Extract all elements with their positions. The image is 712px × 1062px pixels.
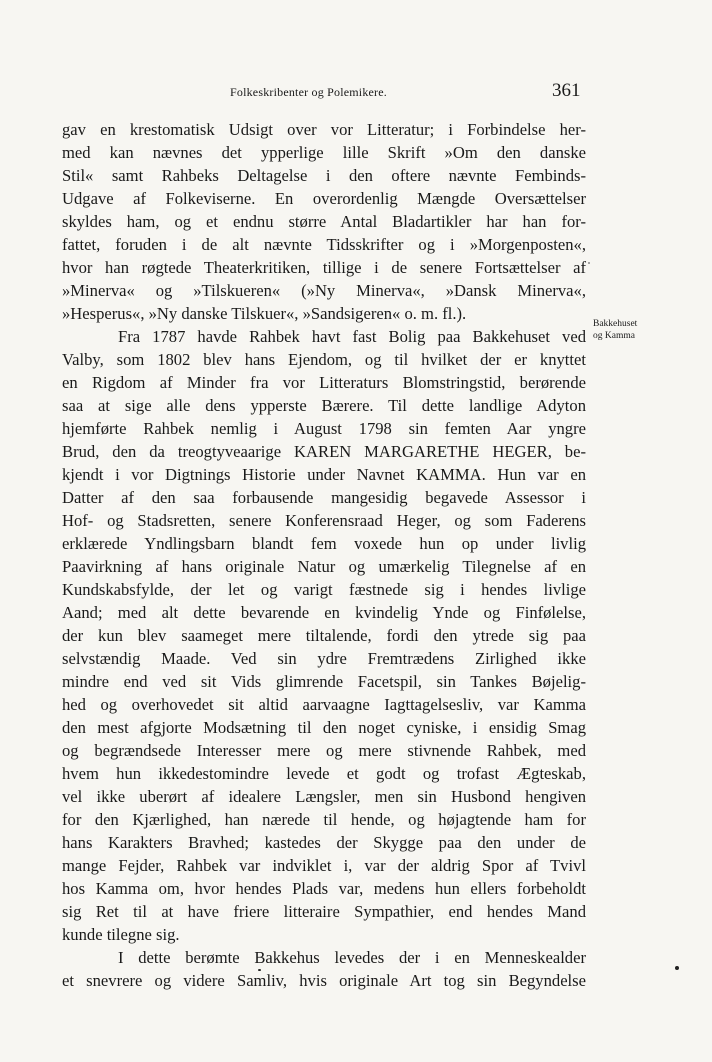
text-line: fattet, foruden i de alt nævnte Tidsskrifter og i »Morgenposten«, [62, 235, 586, 254]
text-line: Datter af den saa forbausende mangesidig begavede Assessor i [62, 488, 586, 507]
text-line: kunde tilegne sig. [62, 925, 180, 944]
text-line: der kun blev saameget mere tiltalende, fordi den ytrede sig paa [62, 626, 586, 645]
text-line: hos Kamma om, hvor hendes Plads var, medens hun ellers forbeholdt [62, 879, 586, 898]
text-line: mange Fejder, Rahbek var indviklet i, var der aldrig Spor af Tvivl [62, 856, 586, 875]
text-line: Paavirkning af hans originale Natur og umærkelig Tilegnelse af en [62, 557, 586, 576]
text-line: en Rigdom af Minder fra vor Litteraturs Blomstringstid, berørende [62, 373, 586, 392]
margin-note [593, 318, 703, 342]
text-line: hed og overhovedet sit altid aarvaagne Iagttagelsesliv, var Kamma [62, 695, 586, 714]
text-line: vel ikke uberørt af idealere Længsler, men sin Husbond hengiven [62, 787, 586, 806]
text-line: og begrændsede Interesser mere og mere stivnende Rahbek, med [62, 741, 586, 760]
ink-speck [675, 966, 679, 970]
text-line: skyldes ham, og et endnu større Antal Bladartikler har han for- [62, 212, 586, 231]
ink-speck [258, 969, 261, 971]
text-line: Valby, som 1802 blev hans Ejendom, og til hvilket der er knyttet [62, 350, 586, 369]
text-line: hans Karakters Bravhed; kastedes der Skygge paa den under de [62, 833, 586, 852]
text-line: sig Ret til at have friere litteraire Sympathier, end hendes Mand [62, 902, 586, 921]
text-line: den mest afgjorte Modsætning til den noget cyniske, i ensidig Smag [62, 718, 586, 737]
text-line: selvstændig Maade. Ved sin ydre Fremtrædens Zirlighed ikke [62, 649, 586, 668]
text-line: »Minerva« og »Tilskueren« (»Ny Minerva«, »Dansk Minerva«, [62, 281, 586, 300]
text-line: I dette berømte Bakkehus levedes der i en Menneskealder [118, 948, 586, 967]
text-line: saa at sige alle dens ypperste Bærere. Til dette landlige Adyton [62, 396, 586, 415]
text-line: hvem hun ikkedestomindre levede et godt og trofast Ægteskab, [62, 764, 586, 783]
text-line: mindre end ved sit Vids glimrende Facetspil, sin Tankes Bøjelig- [62, 672, 586, 691]
text-line: hvor han røgtede Theaterkritiken, tillige i de senere Fortsættelser af [62, 258, 586, 277]
ink-speck [588, 262, 590, 264]
text-line: Fra 1787 havde Rahbek havt fast Bolig paa Bakkehuset ved [118, 327, 586, 346]
margin-note-line: Bakkehuset [593, 319, 638, 329]
text-line: Hof- og Stadsretten, senere Konferensraad Heger, og som Faderens [62, 511, 586, 530]
text-line: Stil« samt Rahbeks Deltagelse i den oftere nævnte Fembinds- [62, 166, 586, 185]
margin-note-line: og Kamma [593, 331, 635, 341]
text-line: erklærede Yndlingsbarn blandt fem voxede hun op under livlig [62, 534, 586, 553]
text-line: for den Kjærlighed, han nærede til hende, og højagtende ham for [62, 810, 586, 829]
text-line: kjendt i vor Digtnings Historie under Navnet KAMMA. Hun var en [62, 465, 586, 484]
text-line: med kan nævnes det ypperlige lille Skrift »Om den danske [62, 143, 586, 162]
text-line: »Hesperus«, »Ny danske Tilskuer«, »Sandsigeren« o. m. fl.). [62, 304, 467, 323]
text-line: Brud, den da treogtyveaarige KAREN MARGARETHE HEGER, be- [62, 442, 586, 461]
running-head [60, 80, 588, 104]
page-number: 361 [552, 80, 581, 101]
text-line: Kundskabsfylde, der let og varigt fæstnede sig i hendes livlige [62, 580, 586, 599]
text-line: Aand; med alt dette bevarende en kvindelig Ynde og Finfølelse, [62, 603, 586, 622]
text-line: et snevrere og videre Samliv, hvis originale Art tog sin Begyndelse [62, 971, 586, 990]
text-line: gav en krestomatisk Udsigt over vor Litteratur; i Forbindelse her- [62, 120, 586, 139]
text-line: Udgave af Folkeviserne. En overordenlig Mængde Oversættelser [62, 189, 586, 208]
running-title: Folkeskribenter og Polemikere. [230, 85, 387, 99]
text-line: hjemførte Rahbek nemlig i August 1798 sin femten Aar yngre [62, 419, 586, 438]
